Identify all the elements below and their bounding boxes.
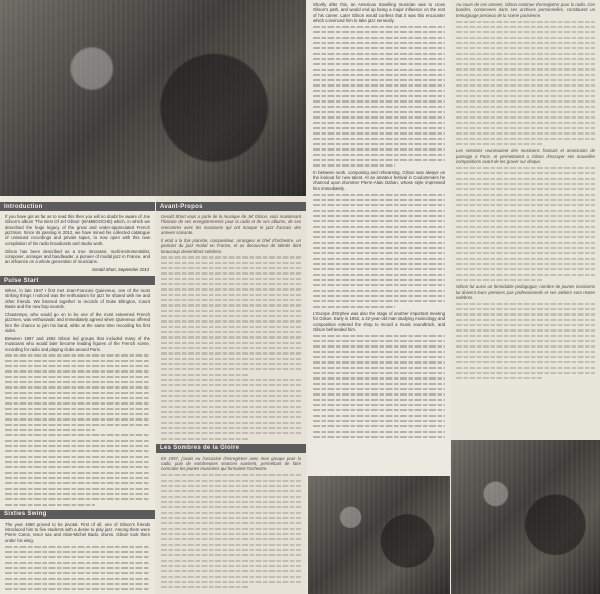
col3-paragraph-2: In between work, composing and rehearsing, Gilson was always on the lookout for new talent. At an amateur festival in Coulommiers he chanced upon drummer Pierre-Alain Dahan, whose style impressed him immediately. (313, 169, 445, 191)
section-title-introduction: Introduction (0, 202, 155, 211)
col4-paragraph-1: Au cours de ces annees, Gilson continue d'enregistrer pour la radio. Ces bandes, conservees dans ses archives personnelles, constituent un temoignage precieux de la scene parisienne. (456, 2, 595, 18)
col3-paragraph-3: L'Europe d'Orphee was also the stage of another important meeting for Gilson. Early in 1962, a 22-year-old man studying musicology and composition entered the shop to record a music soundtrack, and Gilson befriended him. (313, 310, 445, 332)
avant-paragraph-2: Il etait a la fois pianiste, compositeur, arrangeur et chef d'orchestre, un pionnier du jazz modal en France, et un decouvreur de talents dont beaucoup deviendront celebres. (161, 237, 301, 254)
intro-paragraph-2: Gilson has been described as a true innovator, multi-instrumentalist, composer, arranger and bandleader, a pioneer of modal jazz in France, and an influence on a whole generation of musicians. (5, 248, 150, 265)
col4-paragraph-3: Gilson fut aussi un formidable pedagogue; nombre de jeunes musiciens lui doivent leurs premiers pas professionnels et ses ateliers sont restes celebres. (456, 284, 595, 300)
col4-filler-text-2 (451, 167, 600, 281)
sixties-filler-text (0, 546, 155, 594)
col4-filler-text-3 (451, 303, 600, 380)
avant-paragraph-1: Gerald Short vous a parle de la musique de Jef Gilson, voici maintenant l'histoire de ses enregistrements pour la radio et de ses albums, de ses rencontres avec les musiciens qui ont marque le jazz francais des annees soixante. (161, 214, 301, 236)
col4-filler-text-1 (451, 21, 600, 146)
column-4-text (451, 2, 600, 383)
avant-filler-text (156, 256, 306, 439)
column-1-text (0, 198, 155, 594)
col3-filler-text-1 (308, 26, 450, 167)
section-title-les-sombres: Les Sombres de la Gloire (156, 444, 306, 453)
section-title-pulse-start: Pulse Start (0, 276, 155, 285)
photo-band-rehearsal (0, 0, 306, 196)
intro-signature: Gerald Short, September 2013 (91, 267, 149, 273)
column-2-text (156, 198, 306, 592)
section-title-avant-propos: Avant-Propos (156, 202, 306, 211)
col3-filler-text-3 (308, 335, 450, 438)
pulse-filler-text (0, 354, 155, 505)
col3-paragraph-1: Shortly after this, an American travelling musician was to cross Gilson's path, and would end up being a major influence on the rest of his career. Later Gilson would confess that it was this encounter which convinced him to take jazz seriously. (313, 2, 445, 24)
photo-studio-session (451, 440, 600, 594)
intro-paragraph-1: If you have got as far as to read this then you will no doubt be aware of Joe Gilson's album 'The Best Of Jef Gilson' (BAMBOOCHE) which, in which we described the huge legacy of the great and under-appreciated French jazzman. Since its passing in 2012, we have mined his collected catalogue of unissued recordings and private tapes, to now open with this new compilation of his radio broadcasts and studio work. (5, 214, 150, 246)
col3-filler-text-2 (308, 194, 450, 308)
sixties-paragraph-1: The year 1960 proved to be pivotal. First of all, one of Gilson's friends introduced him to five students with a desire to play jazz. Among them were Pierre Caron, tenor sax and Alain-Michel Bado, drums. Gilson took them under his wing. (5, 521, 150, 543)
section-title-sixties-swing: Sixties Swing (0, 510, 155, 519)
column-3-text (308, 2, 450, 441)
pulse-paragraph-3: Between 1957 and 1962 Gilson led groups that included many of the musicians who would later become leading figures of the French scene, recording for radio and playing clubs around Paris. (5, 335, 150, 352)
photo-drummer (308, 476, 450, 594)
col4-paragraph-2: Les sessions reunissaient des musiciens francais et americains de passage a Paris, et permettaient a Gilson d'essayer ses nouvelles compositions avant de les graver sur disque. (456, 148, 595, 165)
sombres-filler-text (156, 474, 306, 588)
sombres-paragraph-1: En 1957, j'avais eu l'occasion d'enregistrer avec mon groupe pour la radio, puis de nombreuses seances suivirent, permettant de faire connaitre les jeunes musiciens qui formaient l'orchestre. (161, 455, 301, 472)
pulse-paragraph-2: Chautemps, who would go on to be one of the most esteemed French jazzmen, was enthusiastic and immediately agreed when Quievreux offered him the chance to join his band, while at the same time recording his first sides. (5, 311, 150, 333)
pulse-paragraph-1: When, in late 1947 I first met Jean-Francois Quievreux, one of the most striking things I noticed was the enthusiasm for jazz he shared with me and other friends. We listened together to records of Duke Ellington, Count Basie and the new bop sounds. (5, 288, 150, 310)
